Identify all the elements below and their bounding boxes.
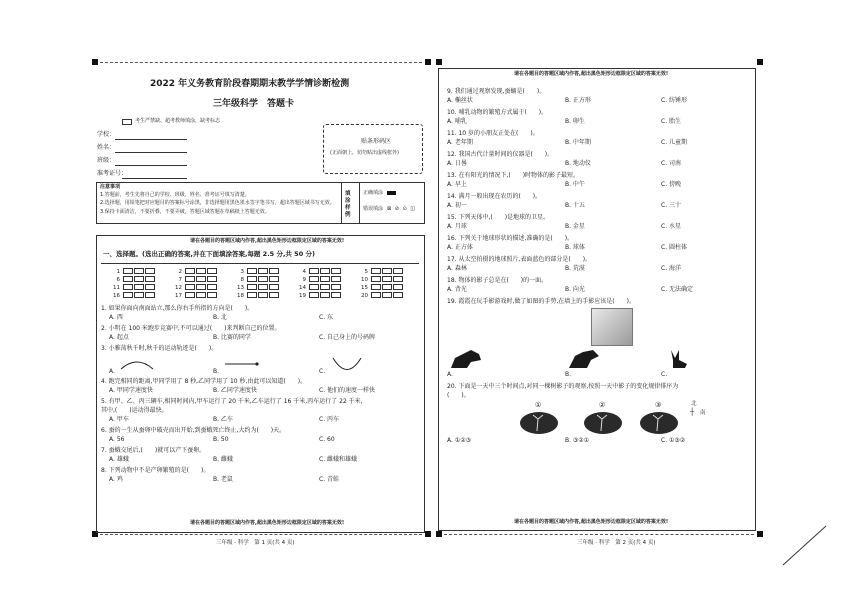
option-label[interactable]: C. 水星 bbox=[661, 223, 682, 230]
option-label[interactable]: B. 北 bbox=[213, 314, 227, 321]
question-number: 7 bbox=[178, 276, 182, 283]
boundary-warning: 请在各题目的答题区域内作答,超出黑色矩形边框限定区域的答案无效! bbox=[190, 238, 345, 244]
answer-bubble[interactable] bbox=[393, 284, 403, 290]
option-label[interactable]: B. 50 bbox=[213, 436, 229, 443]
tree-shadow-figure bbox=[519, 411, 559, 435]
question-text: 17. 从太空拍摄的地球照片,表面蓝色的部分是( )。 bbox=[447, 256, 592, 263]
answer-bubble[interactable] bbox=[123, 268, 133, 274]
question-number: 3 bbox=[240, 268, 244, 275]
answer-bubble[interactable] bbox=[207, 268, 217, 274]
answer-bubble[interactable] bbox=[393, 276, 403, 282]
barcode-area bbox=[323, 124, 423, 174]
answer-bubble[interactable] bbox=[320, 292, 330, 298]
registration-mark bbox=[92, 59, 98, 65]
answer-grid-cell[interactable] bbox=[297, 268, 342, 275]
option-label[interactable]: A. 甲车 bbox=[109, 416, 129, 423]
option-label[interactable]: C. 司南 bbox=[661, 160, 682, 167]
option-label[interactable]: B. bbox=[565, 371, 572, 378]
option-label[interactable]: A. 背光 bbox=[447, 286, 467, 293]
answer-bubble[interactable] bbox=[247, 284, 257, 290]
notes-item: 2.选择题，用铅笔把对应题目的答案标号涂黑，非选择题用黑色墨水签字笔书写，超出答题区域书写无效。 bbox=[100, 200, 335, 206]
option-label[interactable]: C. 胎生 bbox=[661, 118, 682, 125]
option-label[interactable]: B. 地动仪 bbox=[565, 160, 591, 167]
answer-bubble[interactable] bbox=[134, 292, 144, 298]
swing-path-figure bbox=[223, 355, 259, 373]
option-label[interactable]: C. 雌蛾和雄蛾 bbox=[319, 456, 358, 463]
answer-bubble[interactable] bbox=[371, 292, 381, 298]
question-number: 1 bbox=[116, 268, 120, 275]
option-label[interactable]: B. 乙车 bbox=[213, 416, 233, 423]
question-text: 16. 下列关于地球形状的描述,准确的是( )。 bbox=[447, 235, 574, 242]
field-exam-no-label: 准考证号： bbox=[97, 170, 128, 177]
question-text: 其中,( )运动得最快。 bbox=[101, 407, 168, 414]
question-text: 13. 在有阳光的情况下,( )时物体的影子最短。 bbox=[447, 172, 580, 179]
exam-subtitle: 三年级科学 答题卡 bbox=[213, 99, 295, 109]
answer-bubble[interactable] bbox=[331, 276, 341, 282]
question-number: 6 bbox=[116, 276, 120, 283]
option-label[interactable]: A. 起点 bbox=[109, 334, 129, 341]
answer-bubble[interactable] bbox=[269, 284, 279, 290]
answer-grid-cell[interactable] bbox=[297, 284, 342, 291]
answer-grid-cell[interactable] bbox=[173, 276, 218, 283]
question-number: 13 bbox=[237, 284, 244, 291]
registration-mark bbox=[425, 59, 431, 65]
field-school-label: 学校： bbox=[97, 131, 116, 138]
option-label[interactable]: C. 纺锤形 bbox=[661, 97, 688, 104]
answer-grid-cell[interactable] bbox=[173, 268, 218, 275]
question-number: 19 bbox=[299, 292, 306, 299]
answer-bubble[interactable] bbox=[309, 284, 319, 290]
absent-note: 考生严禁缺、超考教师填涂，缺考标志 bbox=[135, 118, 221, 124]
option-label[interactable]: B. 向光 bbox=[565, 286, 585, 293]
answer-bubble[interactable] bbox=[134, 276, 144, 282]
answer-bubble[interactable] bbox=[269, 292, 279, 298]
answer-grid-cell[interactable] bbox=[235, 292, 280, 299]
question-text: 10. 哺乳动物的繁殖方式属于( )。 bbox=[447, 109, 548, 116]
question-text: 14. 满月一般出现在农历的( )。 bbox=[447, 193, 542, 200]
boundary-warning: 请在各题目的答题区域内作答,超出黑色矩形边框限定区域的答案无效! bbox=[190, 520, 345, 526]
option-label[interactable]: B. 乙同学速度快 bbox=[213, 387, 257, 394]
wolf-shadow-figure bbox=[567, 348, 601, 370]
top-dashed-line bbox=[100, 62, 422, 63]
option-label[interactable]: B. 中年期 bbox=[565, 139, 591, 146]
answer-bubble[interactable] bbox=[331, 292, 341, 298]
option-label[interactable]: B. 老鼠 bbox=[213, 476, 233, 483]
option-label[interactable]: A. 甲同学速度快 bbox=[109, 387, 153, 394]
option-label[interactable]: A. 早上 bbox=[447, 181, 467, 188]
option-label[interactable]: A. 老年期 bbox=[447, 139, 473, 146]
answer-bubble[interactable] bbox=[258, 292, 268, 298]
answer-bubble[interactable] bbox=[258, 276, 268, 282]
option-label[interactable]: C. 东 bbox=[319, 314, 334, 321]
option-label[interactable]: B. 卵生 bbox=[565, 118, 585, 125]
question-text: 1. 如果你面向南面站立,那么你右手所指的方向是( )。 bbox=[101, 305, 254, 312]
question-number: 12 bbox=[175, 284, 182, 291]
answer-bubble[interactable] bbox=[320, 284, 330, 290]
option-label[interactable]: A. 椭丝状 bbox=[447, 97, 473, 104]
answer-bubble[interactable] bbox=[185, 276, 195, 282]
field-class-label: 班级： bbox=[97, 157, 116, 164]
question-number: 20 bbox=[361, 292, 368, 299]
option-label[interactable]: B. 雌蛾 bbox=[213, 456, 233, 463]
answer-bubble[interactable] bbox=[134, 284, 144, 290]
field-school-line[interactable] bbox=[115, 139, 187, 140]
answer-bubble[interactable] bbox=[196, 284, 206, 290]
option-label[interactable]: C. 他们的速度一样快 bbox=[319, 387, 376, 394]
answer-bubble[interactable] bbox=[309, 268, 319, 274]
question-text: 12. 我国古代计量时间的仪器是( )。 bbox=[447, 151, 554, 158]
answer-bubble[interactable] bbox=[269, 276, 279, 282]
option-label[interactable]: A. 森林 bbox=[447, 265, 467, 272]
section1-heading: 一、选择题。(选出正确的答案,并在下面填涂答案,每题 2.5 分,共 50 分) bbox=[103, 250, 315, 258]
option-label[interactable]: C. 儿童期 bbox=[661, 139, 688, 146]
option-label[interactable]: C. bbox=[319, 368, 326, 375]
option-label[interactable]: B. ③②① bbox=[565, 437, 590, 444]
fill-wrong-label: 错误填涂 bbox=[363, 206, 384, 212]
right-answer-box bbox=[438, 68, 756, 531]
answer-bubble[interactable] bbox=[309, 276, 319, 282]
question-text: 5. 有甲、乙、丙三辆车,相同时间内,甲车运行了 20 千米,乙车运行了 16 千米,丙车运行了 22 千米, bbox=[101, 398, 363, 405]
answer-bubble[interactable] bbox=[196, 276, 206, 282]
answer-grid-cell[interactable] bbox=[111, 268, 156, 275]
heading-underline bbox=[101, 263, 419, 264]
answer-bubble[interactable] bbox=[331, 268, 341, 274]
tree-shadow-figure bbox=[639, 411, 679, 435]
question-text: 4. 跑完相同的距离,甲同学用了 8 秒,乙同学用了 10 秒,由此可以知道( )。 bbox=[101, 378, 307, 385]
fill-correct-label: 正确填涂 bbox=[363, 190, 384, 196]
option-label[interactable]: C. 自己身上的号码牌 bbox=[319, 334, 376, 341]
swing-path-figure bbox=[329, 355, 365, 373]
option-label[interactable]: B. 比赛的同学 bbox=[213, 334, 251, 341]
option-label[interactable]: B. bbox=[213, 368, 220, 375]
notes-item: 1.答题前，考生先将自己的学校、班级、姓名、准考证号填写清楚。 bbox=[100, 192, 250, 198]
option-label[interactable]: A. 正方体 bbox=[447, 244, 473, 251]
answer-bubble[interactable] bbox=[247, 268, 257, 274]
question-text: 6. 蚕的一生从蚕卵中破壳而出开始,到蚕蛾死亡终止,大约为( )天。 bbox=[101, 427, 286, 434]
notes-title: 注意事项 bbox=[100, 184, 121, 190]
barcode-note: (正面朝上，切勿贴出虚线框外) bbox=[330, 150, 399, 156]
answer-grid-cell[interactable] bbox=[359, 268, 404, 275]
answer-bubble[interactable] bbox=[371, 276, 381, 282]
answer-grid-cell[interactable] bbox=[111, 292, 156, 299]
answer-grid-cell[interactable] bbox=[297, 276, 342, 283]
answer-bubble[interactable] bbox=[382, 268, 392, 274]
registration-mark bbox=[425, 531, 431, 537]
answer-bubble[interactable] bbox=[393, 292, 403, 298]
option-label[interactable]: C. 海洋 bbox=[661, 265, 682, 272]
answer-grid-cell[interactable] bbox=[111, 276, 156, 283]
option-label[interactable]: B. 荒漠 bbox=[565, 265, 585, 272]
compass-north: 北 bbox=[691, 401, 697, 407]
registration-mark bbox=[436, 59, 442, 65]
registration-mark bbox=[757, 531, 763, 537]
field-name-line[interactable] bbox=[115, 152, 187, 153]
registration-mark bbox=[757, 59, 763, 65]
answer-grid-cell[interactable] bbox=[173, 284, 218, 291]
question-number: 5 bbox=[364, 268, 368, 275]
answer-bubble[interactable] bbox=[371, 284, 381, 290]
answer-bubble[interactable] bbox=[382, 284, 392, 290]
option-label[interactable]: A. 西 bbox=[109, 314, 123, 321]
option-label[interactable]: C. 60 bbox=[319, 436, 335, 443]
answer-bubble[interactable] bbox=[123, 292, 133, 298]
answer-bubble[interactable] bbox=[258, 284, 268, 290]
answer-grid-cell[interactable] bbox=[111, 284, 156, 291]
question-number: 16 bbox=[113, 292, 120, 299]
answer-bubble[interactable] bbox=[382, 276, 392, 282]
answer-bubble[interactable] bbox=[393, 268, 403, 274]
registration-mark bbox=[436, 531, 442, 537]
question-number: 4 bbox=[302, 268, 306, 275]
notes-box bbox=[96, 182, 425, 224]
option-label[interactable]: A. 月球 bbox=[447, 223, 467, 230]
answer-grid-cell[interactable] bbox=[359, 276, 404, 283]
question-text: 15. 下列天体中,( )是地球的卫星。 bbox=[447, 214, 550, 221]
option-label[interactable]: A. 雄蛾 bbox=[109, 456, 129, 463]
question-text: 2. 小明在 100 米跑步竞赛中,不可以通过( )来判断自己的位置。 bbox=[101, 325, 281, 332]
answer-bubble[interactable] bbox=[320, 268, 330, 274]
answer-grid-cell[interactable] bbox=[359, 292, 404, 299]
option-label[interactable]: C. 傍晚 bbox=[661, 181, 682, 188]
question-text: 3. 小雅荡秋千时,秋千的运动轨迹是( )。 bbox=[101, 345, 218, 352]
answer-bubble[interactable] bbox=[145, 268, 155, 274]
compass-cross: ┼ bbox=[690, 408, 695, 416]
option-label[interactable]: B. 中午 bbox=[565, 181, 585, 188]
option-label[interactable]: B. 球体 bbox=[565, 244, 585, 251]
time-label: ① bbox=[535, 401, 542, 409]
answer-bubble[interactable] bbox=[207, 276, 217, 282]
option-label[interactable]: B. 金星 bbox=[565, 223, 585, 230]
question-text: 9. 我们通过观察发现,蚕蛹是( )。 bbox=[447, 88, 546, 95]
exam-title: 2022 年义务教育阶段春期期末教学学情诊断检测 bbox=[150, 79, 350, 89]
question-number: 11 bbox=[113, 284, 120, 291]
answer-bubble[interactable] bbox=[247, 276, 257, 282]
field-class-line[interactable] bbox=[115, 165, 187, 166]
question-text: 20. 下面是一天中三个时间点,对同一棵树影子的观察,按照一天中影子的变化规律排序为 bbox=[447, 383, 679, 390]
time-label: ② bbox=[599, 401, 606, 409]
option-label[interactable]: A. bbox=[109, 368, 115, 375]
option-label[interactable]: C. ①③② bbox=[661, 437, 686, 444]
answer-bubble[interactable] bbox=[185, 268, 195, 274]
absent-checkbox[interactable] bbox=[122, 119, 132, 125]
question-text: 19. 霞霞在玩手影游戏时,做了如图的手势,在墙上的手影应该是( )。 bbox=[447, 298, 635, 305]
pen-stroke bbox=[780, 520, 830, 570]
question-number: 10 bbox=[361, 276, 368, 283]
question-text: ( )。 bbox=[447, 392, 470, 399]
answer-bubble[interactable] bbox=[309, 292, 319, 298]
option-label[interactable]: C. 圆柱体 bbox=[661, 244, 688, 251]
question-number: 18 bbox=[237, 292, 244, 299]
notes-divider bbox=[359, 183, 360, 223]
question-number: 17 bbox=[175, 292, 182, 299]
option-label[interactable]: C. bbox=[661, 371, 668, 378]
option-label[interactable]: C. 青蛙 bbox=[319, 476, 340, 483]
hand-gesture-figure bbox=[591, 308, 633, 346]
answer-grid-cell[interactable] bbox=[235, 284, 280, 291]
left-answer-box bbox=[96, 235, 425, 533]
swing-path-figure bbox=[119, 355, 155, 373]
answer-bubble[interactable] bbox=[185, 292, 195, 298]
answer-bubble[interactable] bbox=[258, 268, 268, 274]
notes-divider bbox=[341, 183, 342, 223]
answer-bubble[interactable] bbox=[269, 268, 279, 274]
question-number: 14 bbox=[299, 284, 306, 291]
answer-bubble[interactable] bbox=[196, 292, 206, 298]
answer-bubble[interactable] bbox=[196, 268, 206, 274]
answer-bubble[interactable] bbox=[331, 284, 341, 290]
answer-bubble[interactable] bbox=[145, 276, 155, 282]
option-label[interactable]: A. 哺乳 bbox=[447, 118, 467, 125]
answer-bubble[interactable] bbox=[185, 284, 195, 290]
field-name-label: 姓名： bbox=[97, 144, 116, 151]
tree-shadow-figure bbox=[583, 411, 623, 435]
option-label[interactable]: C. 丙车 bbox=[319, 416, 340, 423]
boundary-warning: 请在各题目的答题区域内作答,超出黑色矩形边框限定区域的答案无效! bbox=[514, 71, 669, 77]
answer-grid-cell[interactable] bbox=[173, 292, 218, 299]
option-label[interactable]: B. 正方形 bbox=[565, 97, 591, 104]
question-text: 7. 蚕蛾交尾后,( )就可以产下蚕卵。 bbox=[101, 447, 206, 454]
option-label[interactable]: A. 日晷 bbox=[447, 160, 467, 167]
answer-bubble[interactable] bbox=[320, 276, 330, 282]
answer-bubble[interactable] bbox=[134, 268, 144, 274]
question-text: 8. 下列动物中不是产卵繁殖的是( )。 bbox=[101, 467, 210, 474]
barcode-title: 贴条形码区 bbox=[361, 138, 392, 145]
fill-sample-label: 填涂样例 bbox=[345, 191, 351, 219]
question-text: 11. 10 岁的小朋友正处在( )。 bbox=[447, 130, 539, 137]
option-label[interactable]: A. 鸡 bbox=[109, 476, 123, 483]
option-label[interactable]: A. 初一 bbox=[447, 202, 467, 209]
option-label[interactable]: A. 56 bbox=[109, 436, 125, 443]
fill-wrong-sample: ⊠ ⊘ ⊙ ◫ bbox=[387, 206, 417, 212]
answer-grid-cell[interactable] bbox=[297, 292, 342, 299]
notes-item: 3.保持卡面清洁，不要折叠，不要弄破，答题区域答题在草稿纸上答题无效。 bbox=[100, 209, 270, 215]
answer-grid-cell[interactable] bbox=[359, 284, 404, 291]
option-label[interactable]: C. 无法确定 bbox=[661, 286, 694, 293]
question-number: 2 bbox=[178, 268, 182, 275]
answer-bubble[interactable] bbox=[382, 292, 392, 298]
bottom-dashed-line bbox=[444, 534, 754, 535]
question-number: 9 bbox=[302, 276, 306, 283]
answer-bubble[interactable] bbox=[207, 284, 217, 290]
footer-right: 三年级 · 科学 第 2 页(共 4 页) bbox=[577, 540, 656, 546]
answer-bubble[interactable] bbox=[123, 276, 133, 282]
question-number: 8 bbox=[240, 276, 244, 283]
answer-bubble[interactable] bbox=[247, 292, 257, 298]
answer-bubble[interactable] bbox=[123, 284, 133, 290]
time-label: ③ bbox=[655, 401, 662, 409]
dog-shadow-figure bbox=[449, 348, 483, 370]
option-label[interactable]: A. ①②③ bbox=[447, 437, 471, 444]
question-text: 18. 物体的影子总是在( )的一面。 bbox=[447, 277, 548, 284]
answer-bubble[interactable] bbox=[207, 292, 217, 298]
answer-grid-cell[interactable] bbox=[235, 268, 280, 275]
option-label[interactable]: C. 三十 bbox=[661, 202, 682, 209]
answer-bubble[interactable] bbox=[145, 292, 155, 298]
option-label[interactable]: A. bbox=[447, 371, 453, 378]
fill-correct-sample bbox=[387, 191, 396, 195]
option-label[interactable]: B. 十五 bbox=[565, 202, 585, 209]
field-exam-no-line[interactable] bbox=[122, 178, 187, 179]
rabbit-shadow-figure bbox=[663, 348, 697, 370]
question-number: 15 bbox=[361, 284, 368, 291]
boundary-warning: 请在各题目的答题区域内作答,超出黑色矩形边框限定区域的答案无效! bbox=[514, 519, 669, 525]
answer-bubble[interactable] bbox=[371, 268, 381, 274]
footer-left: 三年级 · 科学 第 1 页(共 4 页) bbox=[216, 540, 295, 546]
compass-south: 南 bbox=[700, 410, 706, 416]
bottom-dashed-line bbox=[100, 534, 422, 535]
answer-bubble[interactable] bbox=[145, 284, 155, 290]
answer-grid-cell[interactable] bbox=[235, 276, 280, 283]
